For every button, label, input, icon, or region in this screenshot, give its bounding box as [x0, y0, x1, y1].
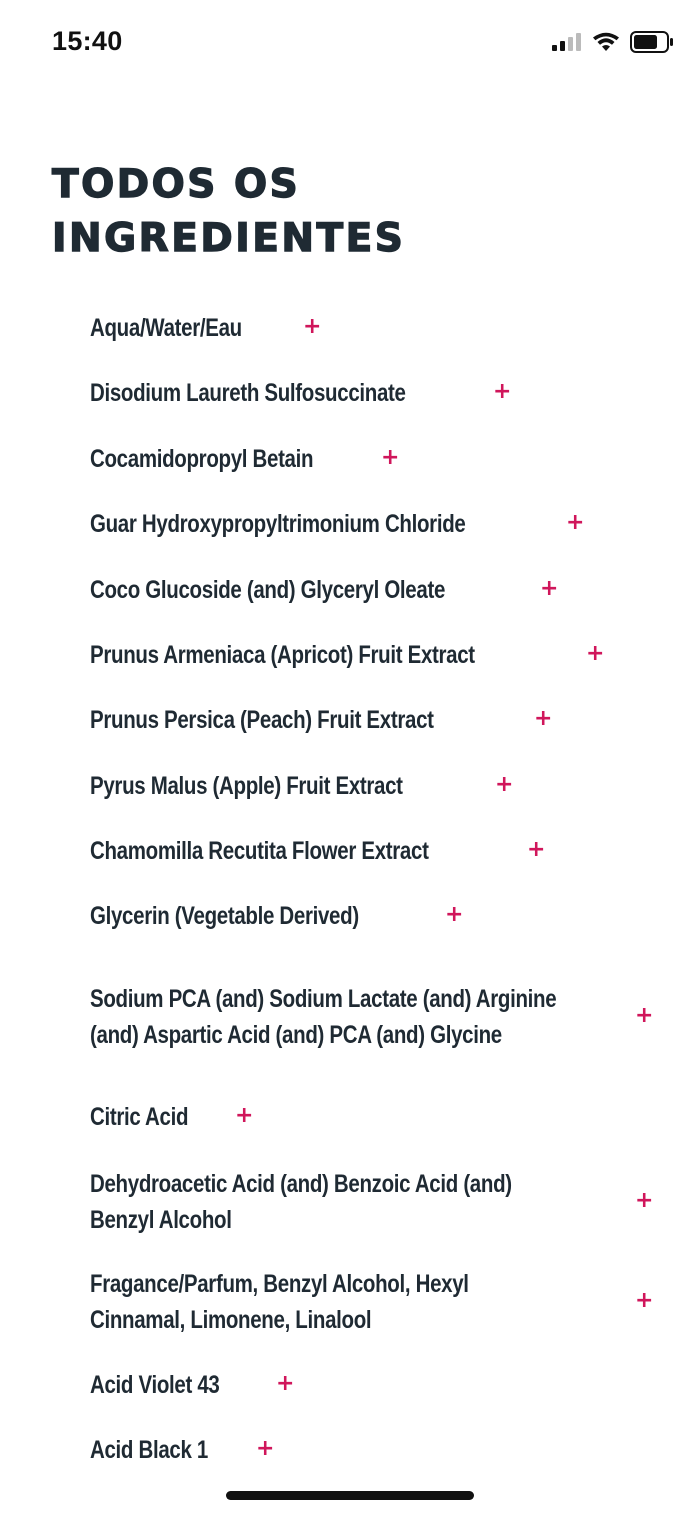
ingredient-item[interactable]: [90, 963, 660, 1071]
status-time: 15:40: [52, 26, 123, 56]
cellular-signal-icon: [552, 33, 582, 51]
expand-plus-icon[interactable]: +: [527, 837, 546, 862]
expand-plus-icon[interactable]: +: [534, 706, 553, 731]
expand-plus-icon[interactable]: +: [493, 379, 512, 404]
home-indicator[interactable]: [226, 1491, 474, 1500]
expand-plus-icon[interactable]: +: [276, 1371, 295, 1396]
page-title: TODOS OS INGREDIENTES: [52, 162, 406, 261]
expand-plus-icon[interactable]: +: [540, 576, 559, 601]
expand-plus-icon[interactable]: +: [635, 1288, 654, 1313]
expand-plus-icon[interactable]: +: [566, 510, 585, 535]
ingredient-name: Disodium Laureth Sulfosuccinate: [90, 379, 406, 407]
ingredient-name: Prunus Armeniaca (Apricot) Fruit Extract: [90, 641, 475, 669]
ingredient-item[interactable]: [90, 1367, 660, 1403]
ingredient-item[interactable]: [90, 1432, 660, 1468]
status-bar: [0, 0, 700, 90]
expand-plus-icon[interactable]: +: [495, 772, 514, 797]
ingredient-item[interactable]: [90, 375, 660, 411]
ingredient-item[interactable]: [90, 768, 660, 804]
ingredient-name: Sodium PCA (and) Sodium Lactate (and) Arginine (and) Aspartic Acid (and) PCA (and) Glycine: [90, 985, 557, 1049]
ingredient-name: Guar Hydroxypropyltrimonium Chloride: [90, 510, 466, 538]
expand-plus-icon[interactable]: +: [256, 1436, 275, 1461]
ingredient-item[interactable]: [90, 1166, 660, 1238]
ingredient-name: Coco Glucoside (and) Glyceryl Oleate: [90, 576, 446, 604]
ingredient-item[interactable]: [90, 441, 660, 477]
expand-plus-icon[interactable]: +: [635, 1003, 654, 1028]
ingredient-name: Glycerin (Vegetable Derived): [90, 902, 359, 930]
ingredient-item[interactable]: [90, 898, 660, 934]
ingredient-name: Acid Black 1: [90, 1436, 208, 1464]
ingredient-name: Citric Acid: [90, 1103, 189, 1131]
ingredient-item[interactable]: [90, 310, 660, 346]
ingredient-name: Aqua/Water/Eau: [90, 314, 242, 342]
ingredient-name: Chamomilla Recutita Flower Extract: [90, 837, 429, 865]
ingredient-name: Dehydroacetic Acid (and) Benzoic Acid (and) Benzyl Alcohol: [90, 1170, 512, 1234]
ingredient-name: Prunus Persica (Peach) Fruit Extract: [90, 706, 434, 734]
expand-plus-icon[interactable]: +: [303, 314, 322, 339]
ingredient-name: Acid Violet 43: [90, 1371, 220, 1399]
status-icons: [552, 30, 674, 54]
ingredient-item[interactable]: [90, 572, 660, 608]
expand-plus-icon[interactable]: +: [635, 1188, 654, 1213]
ingredient-name: Cocamidopropyl Betain: [90, 445, 314, 473]
ingredient-name: Pyrus Malus (Apple) Fruit Extract: [90, 772, 403, 800]
wifi-icon: [592, 32, 620, 52]
ingredient-item[interactable]: [90, 702, 660, 738]
ingredient-item[interactable]: [90, 1266, 660, 1338]
expand-plus-icon[interactable]: +: [445, 902, 464, 927]
ingredient-item[interactable]: [90, 1099, 660, 1135]
battery-icon: [630, 31, 674, 53]
ingredient-item[interactable]: [90, 637, 660, 673]
expand-plus-icon[interactable]: +: [586, 641, 605, 666]
ingredient-item[interactable]: [90, 506, 660, 542]
ingredient-item[interactable]: [90, 833, 660, 869]
expand-plus-icon[interactable]: +: [235, 1103, 254, 1128]
expand-plus-icon[interactable]: +: [381, 445, 400, 470]
ingredient-name: Fragance/Parfum, Benzyl Alcohol, Hexyl Cinnamal, Limonene, Linalool: [90, 1270, 469, 1334]
